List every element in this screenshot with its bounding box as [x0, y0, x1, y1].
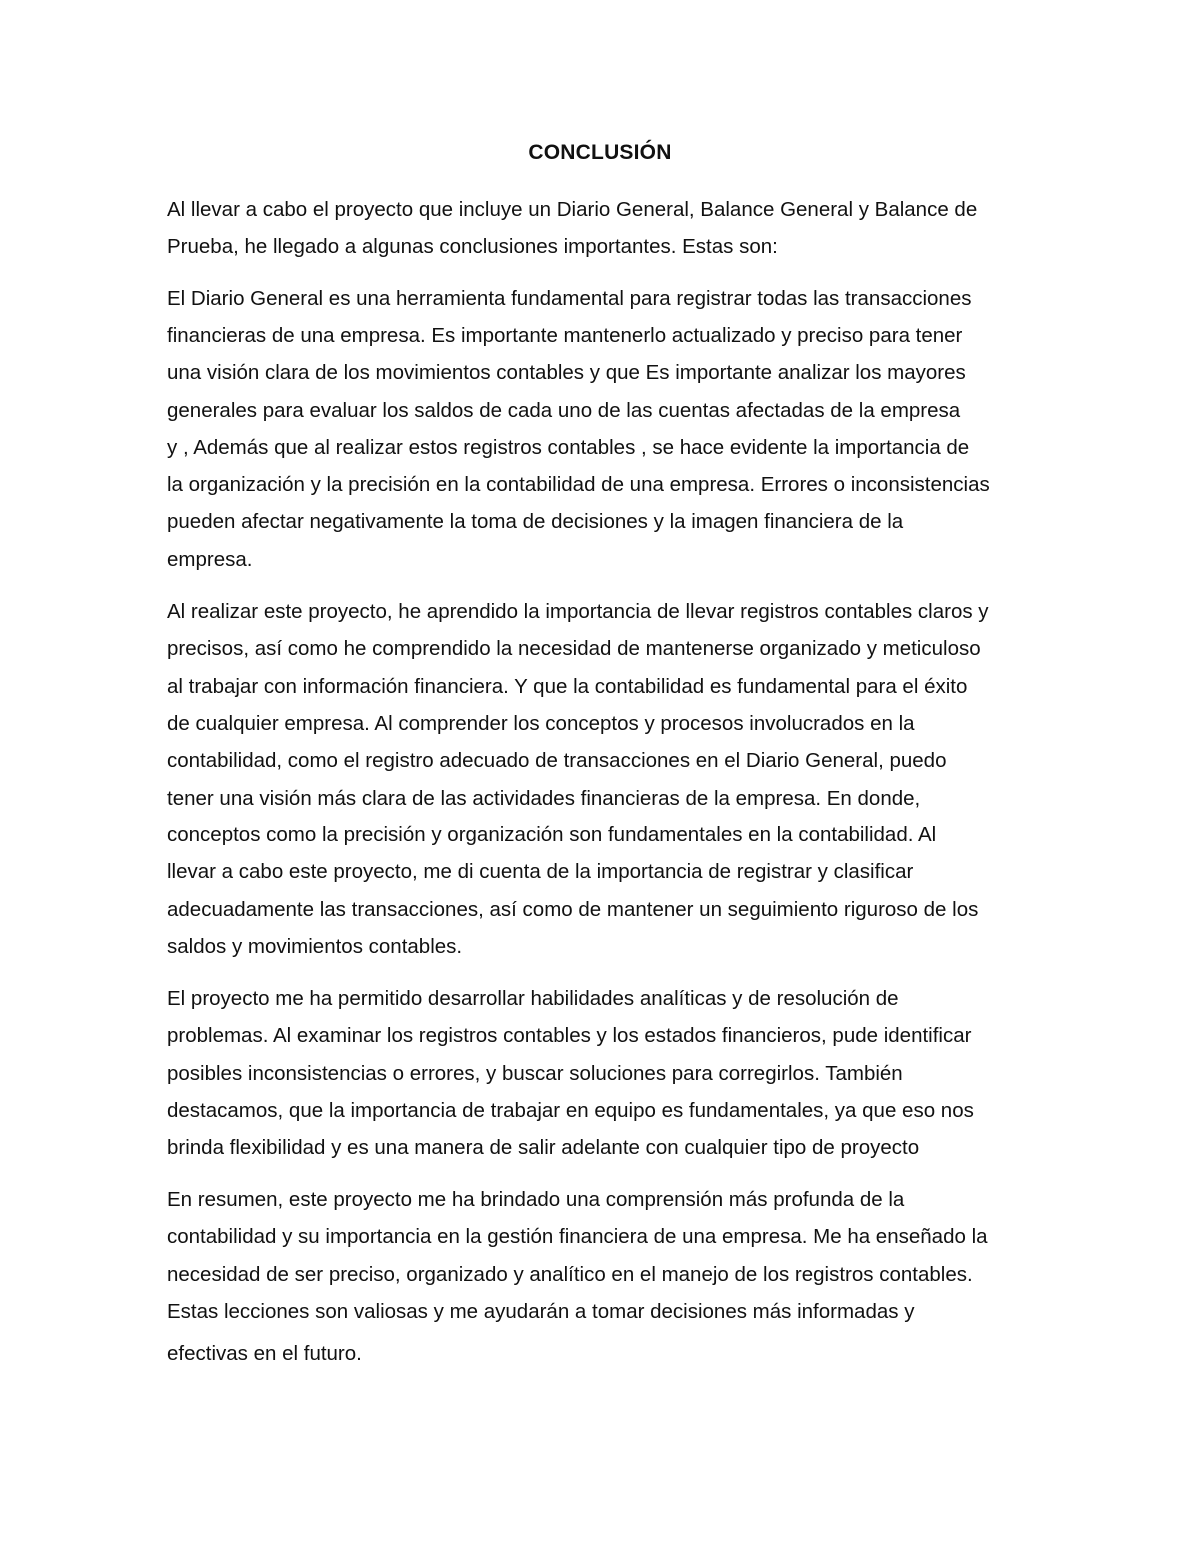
text-line: de cualquier empresa. Al comprender los conceptos y procesos involucrados en la	[167, 712, 915, 735]
text-line: conceptos como la precisión y organización son fundamentales en la contabilidad. Al	[167, 823, 937, 846]
text-line: pueden afectar negativamente la toma de decisiones y la imagen financiera de la	[167, 510, 904, 533]
text-line: problemas. Al examinar los registros contables y los estados financieros, pude identificar	[167, 1024, 972, 1047]
text-line: una visión clara de los movimientos contables y que Es importante analizar los mayores	[167, 361, 966, 384]
text-line: En resumen, este proyecto me ha brindado una comprensión más profunda de la	[167, 1188, 905, 1211]
text-line: El Diario General es una herramienta fundamental para registrar todas las transacciones	[167, 287, 972, 310]
text-line: Prueba, he llegado a algunas conclusiones importantes. Estas son:	[167, 235, 778, 258]
page-title: CONCLUSIÓN	[528, 141, 672, 164]
text-line: efectivas en el futuro.	[167, 1342, 362, 1365]
text-line: llevar a cabo este proyecto, me di cuenta de la importancia de registrar y clasificar	[167, 860, 914, 883]
text-line: destacamos, que la importancia de trabajar en equipo es fundamentales, ya que eso nos	[167, 1099, 974, 1122]
text-line: adecuadamente las transacciones, así como de mantener un seguimiento riguroso de los	[167, 898, 979, 921]
text-line: El proyecto me ha permitido desarrollar habilidades analíticas y de resolución de	[167, 987, 899, 1010]
text-line: financieras de una empresa. Es importante mantenerlo actualizado y preciso para tener	[167, 324, 963, 347]
text-line: Al realizar este proyecto, he aprendido la importancia de llevar registros contables claros y	[167, 600, 989, 623]
text-line: saldos y movimientos contables.	[167, 935, 463, 958]
text-line: y , Además que al realizar estos registros contables , se hace evidente la importancia de	[167, 436, 970, 459]
text-line: al trabajar con información financiera. Y que la contabilidad es fundamental para el éxito	[167, 675, 968, 698]
text-line: brinda flexibilidad y es una manera de salir adelante con cualquier tipo de proyecto	[167, 1136, 920, 1159]
text-line: tener una visión más clara de las actividades financieras de la empresa. En donde,	[167, 787, 921, 810]
text-line: contabilidad, como el registro adecuado de transacciones en el Diario General, puedo	[167, 749, 947, 772]
text-line: Estas lecciones son valiosas y me ayudarán a tomar decisiones más informadas y	[167, 1300, 915, 1323]
text-line: empresa.	[167, 548, 253, 571]
text-line: generales para evaluar los saldos de cada uno de las cuentas afectadas de la empresa	[167, 399, 961, 422]
text-line: posibles inconsistencias o errores, y buscar soluciones para corregirlos. También	[167, 1062, 903, 1085]
text-line: Al llevar a cabo el proyecto que incluye un Diario General, Balance General y Balance de	[167, 198, 978, 221]
text-line: precisos, así como he comprendido la necesidad de mantenerse organizado y meticuloso	[167, 637, 981, 660]
text-line: la organización y la precisión en la contabilidad de una empresa. Errores o inconsistencias	[167, 473, 990, 496]
text-line: contabilidad y su importancia en la gestión financiera de una empresa. Me ha enseñado la	[167, 1225, 988, 1248]
text-line: necesidad de ser preciso, organizado y analítico en el manejo de los registros contables.	[167, 1263, 973, 1286]
